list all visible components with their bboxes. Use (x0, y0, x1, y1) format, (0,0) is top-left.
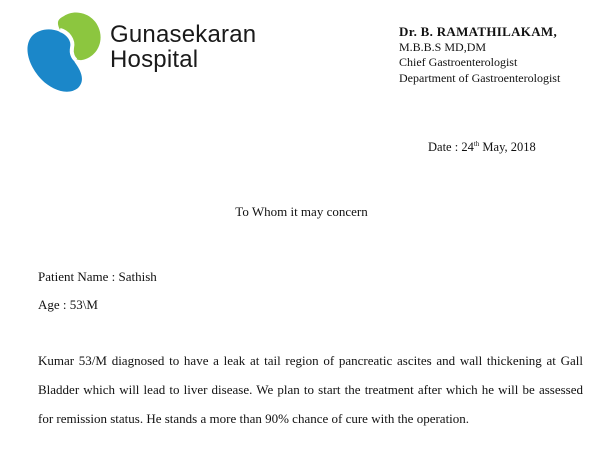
doctor-title: Chief Gastroenterologist (399, 55, 518, 69)
patient-age: Age : 53\M (38, 297, 98, 312)
salutation: To Whom it may concern (235, 204, 368, 219)
letter-body: Kumar 53/M diagnosed to have a leak at tail region of pancreatic ascites and wall thickening at Gall Bladder which will lead to liver disease. We plan to start the treatment after which he will be assessed for remission status. He stands a more than 90% chance of cure with the operation. (38, 353, 583, 426)
date-ordinal: th (473, 139, 480, 148)
hospital-name (110, 22, 256, 72)
patient-name: Patient Name : Sathish (38, 269, 157, 284)
hospital-name-line1: Gunasekaran (110, 21, 257, 48)
doctor-name: Dr. B. RAMATHILAKAM, (399, 24, 558, 39)
doctor-info (399, 24, 560, 86)
date-rest: May, 2018 (479, 140, 536, 154)
hospital-logo (24, 10, 102, 92)
doctor-degrees: M.B.B.S MD,DM (399, 39, 487, 54)
hospital-name-line2: Hospital (110, 46, 199, 73)
date-prefix: Date : 24 (428, 140, 474, 154)
letter-date (428, 140, 536, 155)
patient-details (38, 263, 157, 319)
doctor-department: Department of Gastroenterologist (399, 70, 561, 85)
